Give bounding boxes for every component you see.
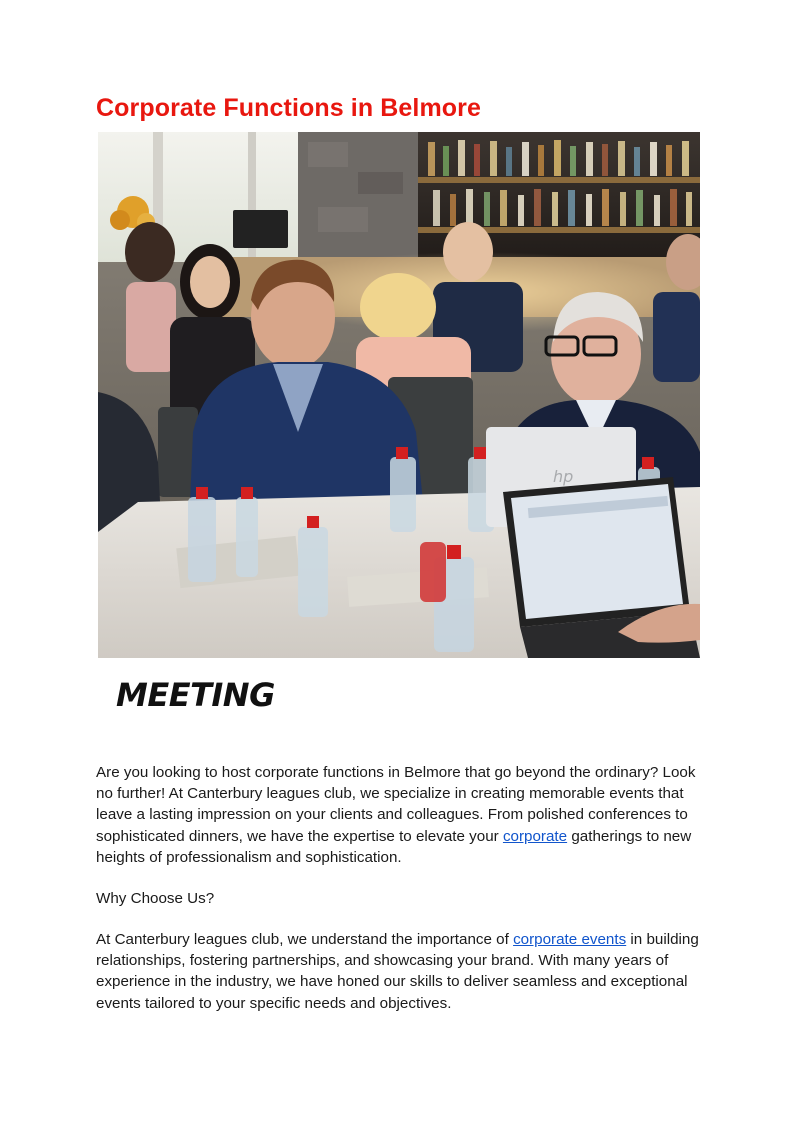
why-choose-heading: Why Choose Us?: [96, 890, 215, 907]
meeting-room-illustration: [98, 132, 700, 658]
corporate-events-link[interactable]: corporate events: [513, 931, 627, 948]
svg-text:hp: hp: [553, 467, 574, 486]
hero-photo: [98, 132, 700, 658]
intro-paragraph: [96, 762, 706, 868]
why-text-before: At Canterbury leagues club, we understand the importance of: [96, 931, 514, 948]
meeting-caption: MEETING: [116, 676, 275, 714]
intro-text-after: gatherings to new heights of professionalism and sophistication.: [96, 827, 692, 866]
why-paragraph: [96, 929, 706, 1014]
why-text-after: in building relationships, fostering partnerships, and showcasing your brand. With many years of experience in the industry, we have honed our skills to deliver seamless and exceptional events tailored to your specific needs and objectives.: [96, 931, 699, 1012]
corporate-link[interactable]: corporate: [502, 827, 568, 845]
intro-text-before: Are you looking to host corporate functions in Belmore that go beyond the ordinary? Look no further! At Canterbury leagues club, we specialize in creating memorable events that leave a lasting impression on your clients and colleagues. From polished conferences to sophisticated dinners, we have the expertise to elevate your: [96, 764, 696, 845]
page-title: Corporate Functions in Belmore: [96, 94, 481, 122]
